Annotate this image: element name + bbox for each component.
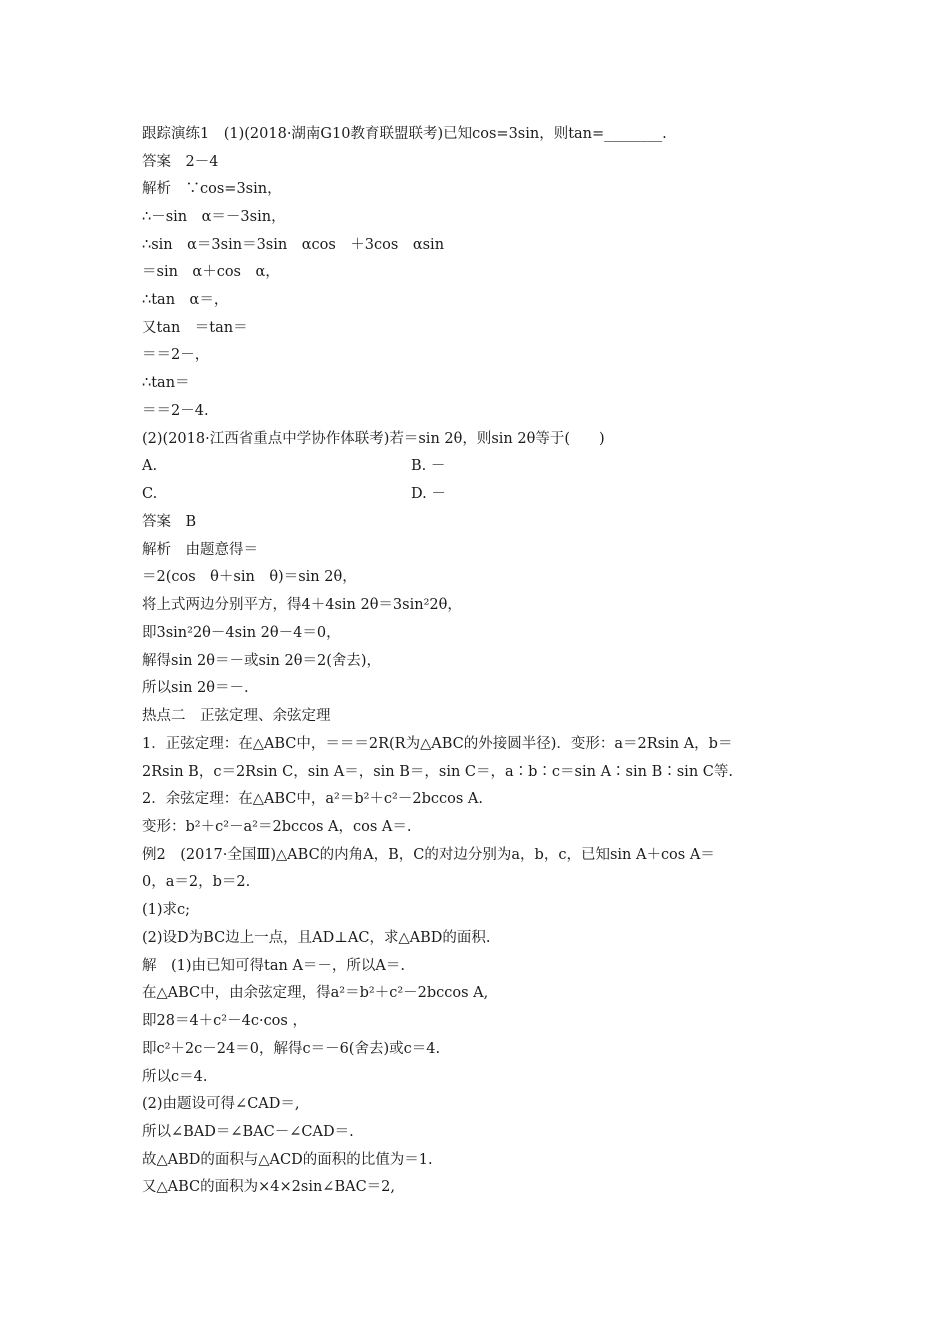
text-line: 解得sin 2θ＝－或sin 2θ＝2(舍去)， xyxy=(142,653,382,669)
option-d: D. － xyxy=(411,486,446,502)
option-c: C. xyxy=(142,486,158,502)
text-line: 解 (1)由已知可得tan A＝－，所以A＝. xyxy=(142,958,406,974)
text-line: 2．余弦定理：在△ABC中，a²＝b²＋c²－2bccos A. xyxy=(142,791,483,807)
text-line: 跟踪演练1 (1)(2018·湖南G10教育联盟联考)已知cos=3sin，则tan=________. xyxy=(142,126,667,142)
text-line: ＝＝2－， xyxy=(142,347,210,363)
text-line: 2Rsin B，c＝2Rsin C，sin A＝，sin B＝，sin C＝，a∶b∶c＝sin A∶sin B∶sin C等. xyxy=(142,764,733,780)
text-line: ∴sin α＝3sin＝3sin αcos ＋3cos αsin xyxy=(142,237,445,253)
text-line: 答案 2－4 xyxy=(142,154,219,170)
text-line: 例2 (2017·全国Ⅲ)△ABC的内角A，B，C的对边分别为a，b，c，已知sin A＋cos A＝ xyxy=(142,847,715,863)
text-line: 又tan ＝tan＝ xyxy=(142,320,248,336)
text-line: 即3sin²2θ－4sin 2θ－4＝0， xyxy=(142,625,341,641)
text-line: 所以c＝4. xyxy=(142,1069,208,1085)
text-line: 解析 ∵cos=3sin， xyxy=(142,181,282,197)
text-line: 所以sin 2θ＝－. xyxy=(142,680,249,696)
section-heading: 热点二 正弦定理、余弦定理 xyxy=(142,708,331,724)
text-line: 所以∠BAD＝∠BAC－∠CAD＝. xyxy=(142,1124,354,1140)
text-line: 故△ABD的面积与△ACD的面积的比值为＝1. xyxy=(142,1152,433,1168)
text-line: ＝＝2－4. xyxy=(142,403,209,419)
text-line: 解析 由题意得＝ xyxy=(142,542,258,558)
option-a: A. xyxy=(142,458,158,474)
text-line: (2)(2018·江西省重点中学协作体联考)若＝sin 2θ，则sin 2θ等于( ) xyxy=(142,431,605,447)
text-line: 0，a＝2，b＝2. xyxy=(142,874,251,890)
text-line: 在△ABC中，由余弦定理，得a²＝b²＋c²－2bccos A, xyxy=(142,985,489,1001)
text-line: (1)求c; xyxy=(142,902,191,918)
text-line: ∴tan α＝， xyxy=(142,292,229,308)
text-line: 又△ABC的面积为×4×2sin∠BAC＝2, xyxy=(142,1179,396,1195)
text-line: 即c²＋2c－24＝0，解得c＝－6(舍去)或c＝4. xyxy=(142,1041,441,1057)
text-line: ＝sin α＋cos α， xyxy=(142,264,280,280)
text-line: 答案 B xyxy=(142,514,197,530)
text-line: ＝2(cos θ＋sin θ)＝sin 2θ， xyxy=(142,569,357,585)
text-line: 变形：b²＋c²－a²＝2bccos A，cos A＝. xyxy=(142,819,412,835)
text-line: ∴tan＝ xyxy=(142,375,190,391)
text-line: 即28＝4＋c²－4c·cos ， xyxy=(142,1013,307,1029)
text-line: ∴－sin α＝－3sin， xyxy=(142,209,286,225)
text-line: 将上式两边分别平方，得4＋4sin 2θ＝3sin²2θ， xyxy=(142,597,462,613)
option-b: B. － xyxy=(411,458,446,474)
text-line: 1．正弦定理：在△ABC中，＝＝＝2R(R为△ABC的外接圆半径)．变形：a＝2Rsin A，b＝ xyxy=(142,736,733,752)
text-line: (2)由题设可得∠CAD＝, xyxy=(142,1096,300,1112)
text-line: (2)设D为BC边上一点，且AD⊥AC，求△ABD的面积. xyxy=(142,930,491,946)
